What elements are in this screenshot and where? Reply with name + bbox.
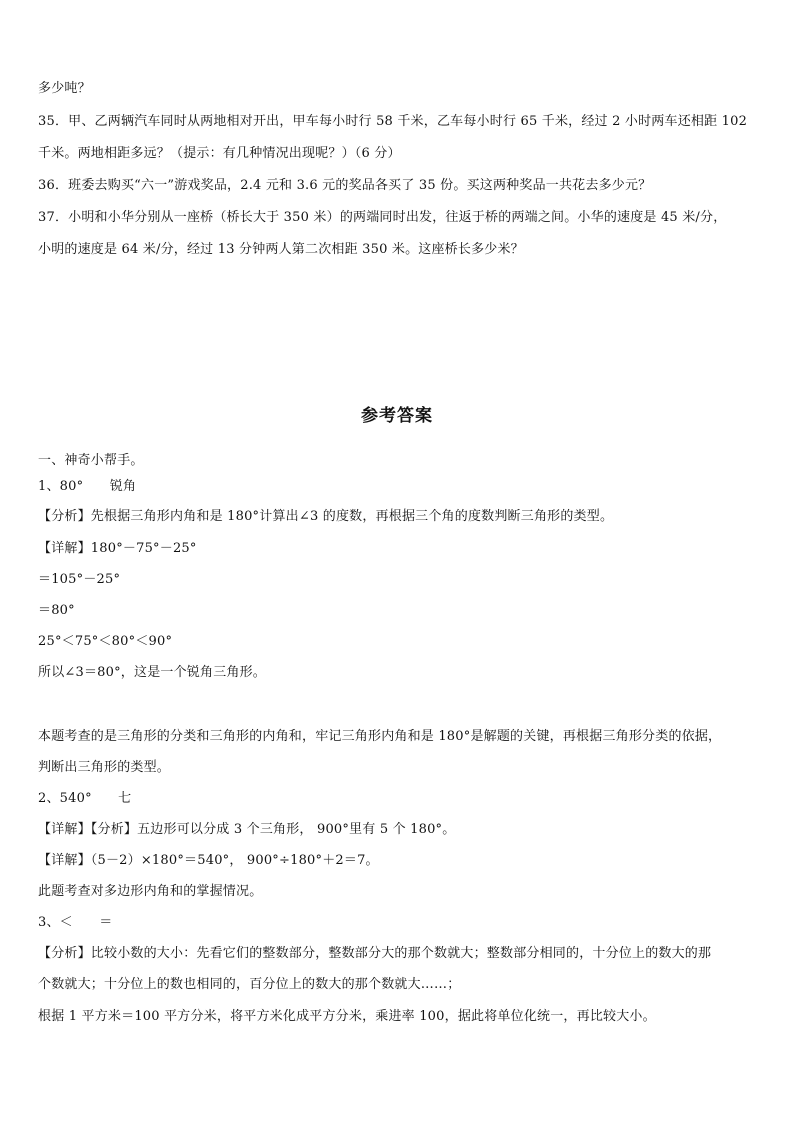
- answer-1-analysis: 【分析】先根据三角形内角和是 180°计算出∠3 的度数，再根据三个角的度数判断三角形的类型。: [38, 509, 614, 524]
- section-1-heading: 一、神奇小帮手。: [38, 453, 144, 468]
- answers-title: 参考答案: [361, 406, 433, 426]
- answer-1-comment-1: 本题考查的是三角形的分类和三角形的内角和，牢记三角形内角和是 180°是解题的关键，再根据三角形分类的依据，: [38, 729, 722, 744]
- question-35-line-1: 35．甲、乙两辆汽车同时从两地相对开出，甲车每小时行 58 千米，乙车每小时行 65 千米，经过 2 小时两车还相距 102: [38, 114, 748, 129]
- answer-1-detail-5: 所以∠3＝80°，这是一个锐角三角形。: [38, 665, 267, 680]
- answer-3-analysis-2: 个数就大；十分位上的数也相同的，百分位上的数大的那个数就大……；: [38, 977, 461, 992]
- answer-1-comment-2: 判断出三角形的类型。: [38, 760, 171, 775]
- answer-1-detail-4: 25°＜75°＜80°＜90°: [38, 634, 173, 649]
- answer-1-detail-2: ＝105°－25°: [38, 572, 121, 587]
- answer-2-detail: 【详解】（5－2）×180°＝540°， 900°÷180°＋2＝7。: [38, 853, 379, 868]
- question-34-tail: 多少吨？: [38, 81, 91, 96]
- answer-3-analysis-1: 【分析】比较小数的大小：先看它们的整数部分，整数部分大的那个数就大；整数部分相同的，十分位上的数大的那: [38, 946, 712, 961]
- answer-1-detail-3: ＝80°: [38, 603, 75, 618]
- answer-2-analysis: 【详解】【分析】五边形可以分成 3 个三角形， 900°里有 5 个 180°。: [38, 822, 456, 837]
- answer-1-detail-1: 【详解】180°－75°－25°: [38, 541, 197, 556]
- answer-3-analysis-3: 根据 1 平方米＝100 平方分米，将平方米化成平方分米，乘进率 100，据此将单位化统一，再比较大小。: [38, 1009, 656, 1024]
- answer-2-header: 2、540° 七: [38, 791, 132, 806]
- question-37-line-2: 小明的速度是 64 米/分，经过 13 分钟两人第二次相距 350 米。这座桥长多少米？: [38, 242, 524, 257]
- question-35-line-2: 千米。两地相距多远？（提示：有几种情况出现呢？）（6 分）: [38, 146, 401, 161]
- answer-2-comment: 此题考查对多边形内角和的掌握情况。: [38, 884, 263, 899]
- question-37-line-1: 37．小明和小华分别从一座桥（桥长大于 350 米）的两端同时出发，往返于桥的两端之间。小华的速度是 45 米/分，: [38, 210, 727, 225]
- question-36: 36．班委去购买“六一”游戏奖品，2.4 元和 3.6 元的奖品各买了 35 份。买这两种奖品一共花去多少元？: [38, 178, 652, 193]
- answer-3-header: 3、＜ ＝: [38, 915, 113, 930]
- answer-1-header: 1、80° 锐角: [38, 479, 137, 494]
